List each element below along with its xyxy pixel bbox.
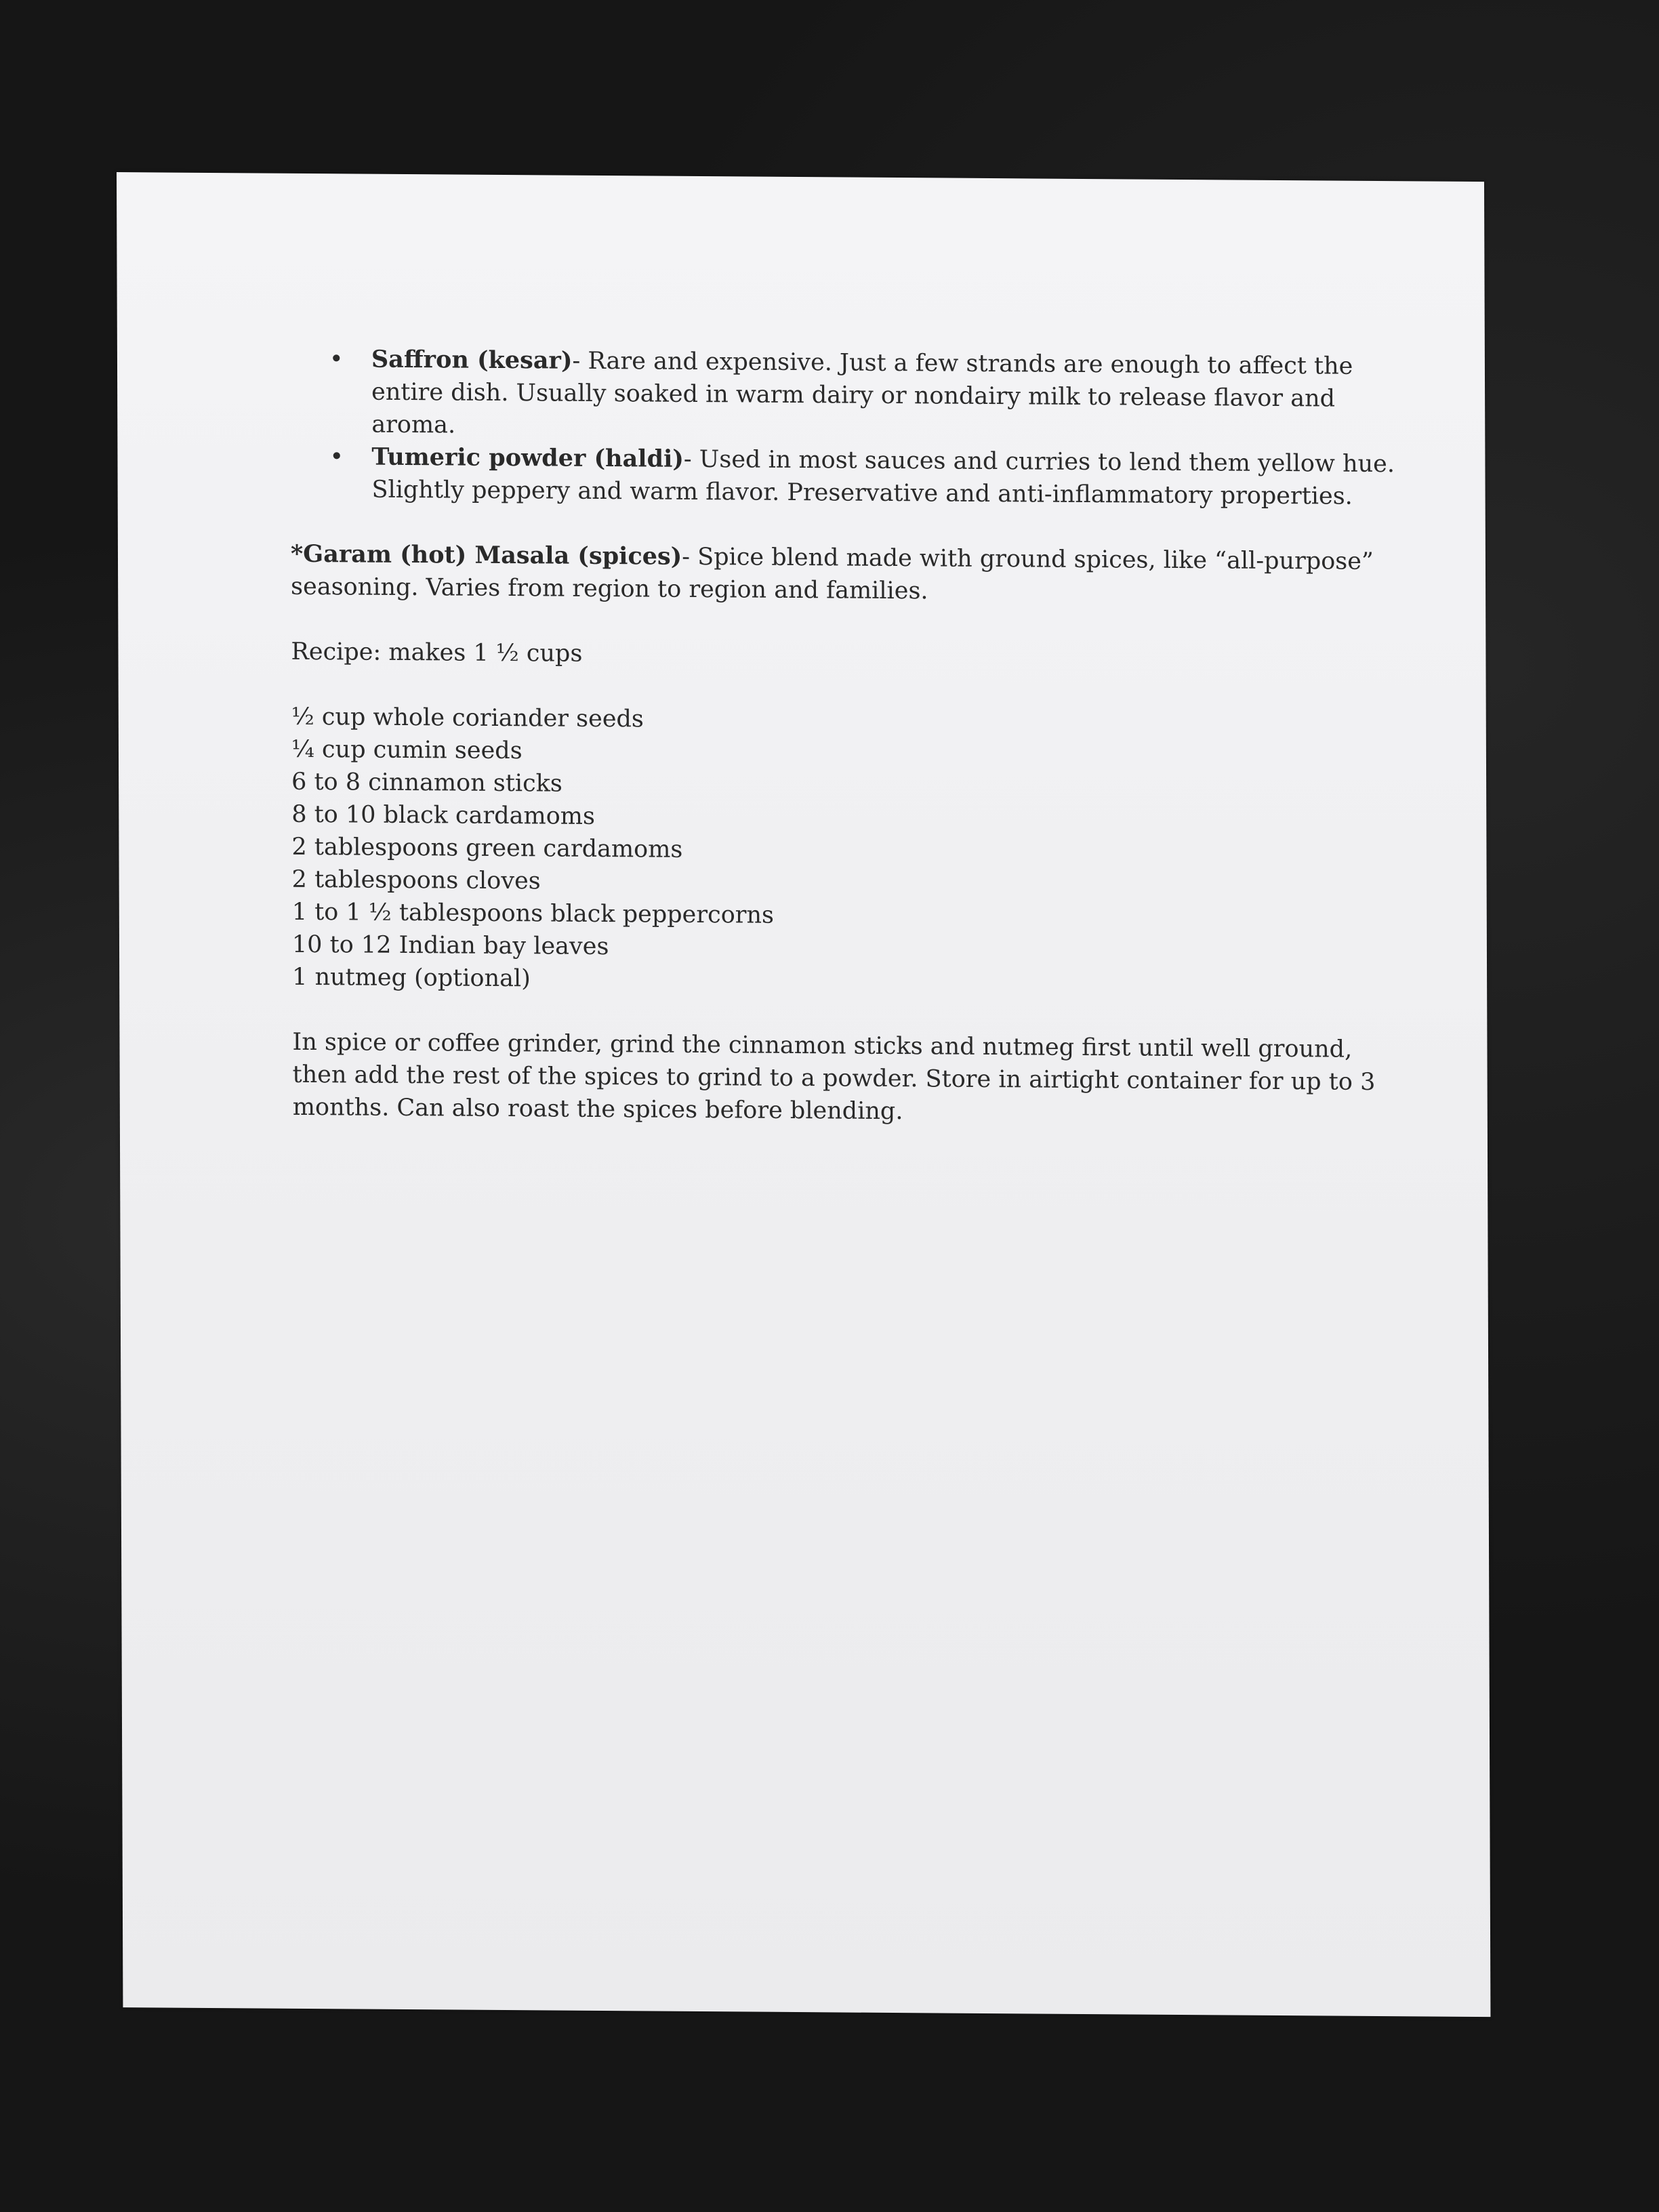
ingredient-item: 10 to 12 Indian bay leaves <box>291 930 609 961</box>
recipe-instructions: In spice or coffee grinder, grind the cinnamon sticks and nutmeg first until well ground, then add the rest of the spices to grind to a powder. Store in airtight container for up to 3 months. Can also roast the spices before blending. <box>292 1028 1376 1126</box>
ingredient-item: 1 to 1 ½ tablespoons black peppercorns <box>291 898 775 929</box>
ingredient-item: 8 to 10 black cardamoms <box>291 800 595 830</box>
bullet-term: Tumeric powder (haldi) <box>371 443 684 473</box>
bullet-item-tumeric <box>371 441 1408 514</box>
bullet-item-saffron <box>371 344 1408 449</box>
recipe-yield: Recipe: makes 1 ½ cups <box>291 638 583 668</box>
garam-masala-definition <box>291 538 1409 611</box>
ingredient-item: ½ cup whole coriander seeds <box>291 703 644 733</box>
ingredient-list <box>291 701 1410 1002</box>
ingredient-item: 2 tablespoons green cardamoms <box>291 833 683 863</box>
garam-text: - Spice blend made with ground spices, like “all-purpose” seasoning. Varies from region to region and families. <box>291 543 1374 605</box>
ingredient-item: ¼ cup cumin seeds <box>291 735 523 765</box>
ingredient-item: 1 nutmeg (optional) <box>292 963 531 993</box>
ingredient-item: 2 tablespoons cloves <box>291 865 541 895</box>
document-body <box>290 343 1411 1132</box>
bullet-text: - Used in most sauces and curries to lend them yellow hue. Slightly peppery and warm flavor. Preservative and anti-inflammatory properties. <box>371 445 1395 510</box>
bullet-text: - Rare and expensive. Just a few strands are enough to affect the entire dish. Usually soaked in warm dairy or nondairy milk to release flavor and aroma. <box>371 347 1353 439</box>
ingredient-item: 6 to 8 cinnamon sticks <box>291 768 562 798</box>
bullet-term: Saffron (kesar) <box>371 345 573 375</box>
spice-bullet-list <box>290 343 1409 514</box>
paper-sheet <box>117 172 1490 2017</box>
garam-term: *Garam (hot) Masala (spices) <box>290 539 682 571</box>
